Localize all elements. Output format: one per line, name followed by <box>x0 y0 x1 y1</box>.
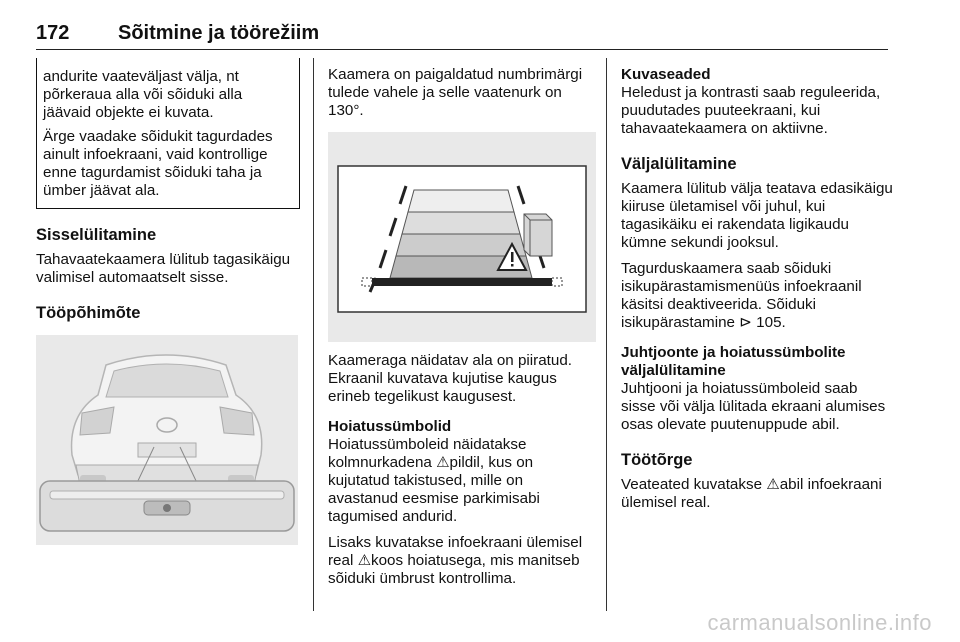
watermark: carmanualsonline.info <box>707 610 932 635</box>
heading-fault: Töötõrge <box>621 451 693 469</box>
paragraph-activation: Tahavaatekaamera lülitub tagasikäigu valimisel automaatselt sisse. <box>36 251 291 286</box>
header-divider <box>36 49 888 50</box>
column-left <box>36 58 300 555</box>
warning-text-2: Ärge vaadake sõidukit tagurdades ainult infoekraani, vaid kontrollige enne tagurdamist sõiduki taha ja ümber jäävat ala. <box>43 128 273 199</box>
warning-triangle-icon: ⚠ <box>766 476 780 493</box>
column-middle <box>328 66 596 596</box>
heading-activation: Sisselülitamine <box>36 226 157 244</box>
column-right <box>621 66 893 520</box>
paragraph-deactivation-1: Kaamera lülitub välja teatava edasikäigu kiiruse ületamisel või juhul, kui tagasikäiku ei rakendata ligikaudu kümne sekundi jooksul. <box>621 180 893 251</box>
camera-display-illustration <box>328 132 596 342</box>
paragraph-camera-mount: Kaamera on paigaldatud numbrimärgi tulede vahele ja selle vaatenurk on 130°. <box>328 66 583 119</box>
warning-text-1: andurite vaateväljast välja, nt põrkeraua alla või sõiduki alla jäävaid objekte ei kuvata. <box>43 68 243 121</box>
text-deact2-a: Tagurduskaamera saab sõiduki isikupärastamismenüüs infoekraanil käsitsi deaktiveerida. Sõiduki isikupärastamine <box>621 260 862 331</box>
text-fault-a: Veateated kuvatakse <box>621 476 763 493</box>
warning-box <box>36 58 300 209</box>
heading-warning-symbols: Hoiatussümbolid <box>328 418 452 435</box>
car-rear-illustration <box>36 335 298 545</box>
paragraph-display-settings: Heledust ja kontrasti saab reguleerida, puudutades puuteekraani, kui tahavaatekaamera on aktiivne. <box>621 84 881 137</box>
paragraph-fault <box>621 476 893 512</box>
paragraph-extra-warning <box>328 534 596 588</box>
heading-display-settings: Kuvaseaded <box>621 66 711 83</box>
warning-triangle-icon: ⚠ <box>357 552 372 569</box>
column-divider-1 <box>313 58 314 611</box>
page-number: 172 <box>36 22 70 44</box>
chapter-title: Sõitmine ja töörežiim <box>118 22 320 44</box>
paragraph-limited-area: Kaameraga näidatav ala on piiratud. Ekraanil kuvatava kujutise kaugus erineb tegelikust kaugusest. <box>328 352 573 405</box>
heading-guides-deactivation: Juhtjoonte ja hoiatussümbolite väljalülitamine <box>621 344 846 379</box>
text-extra-b: koos hoiatusega, mis manitseb sõiduki ümbrust kontrollima. <box>328 552 580 587</box>
warning-triangle-icon: ⚠ <box>436 454 450 471</box>
text-symbols-b: pildil, kus on kujutatud takistused, mille on avastanud eesmise parkimisabi tagumised andurid. <box>328 454 540 525</box>
text-extra-a: Lisaks kuvatakse infoekraani ülemisel real <box>328 534 583 569</box>
paragraph-deactivation-2 <box>621 260 893 332</box>
page-reference-link[interactable]: 105. <box>756 314 786 331</box>
paragraph-warning-symbols <box>328 436 596 526</box>
text-fault-b: abil infoekraani ülemisel real. <box>621 476 882 511</box>
page-reference-arrow-icon: ⊳ <box>739 314 752 331</box>
text-symbols-a: Hoiatussümboleid näidatakse kolmnurkadena <box>328 436 527 471</box>
heading-deactivation: Väljalülitamine <box>621 155 737 173</box>
heading-principle: Tööpõhimõte <box>36 304 141 322</box>
header-bar <box>36 22 888 52</box>
paragraph-guides: Juhtjooni ja hoiatussümboleid saab sisse või välja lülitada ekraani alumises osas olevate puutenuppude abil. <box>621 380 886 433</box>
column-divider-2 <box>606 58 607 611</box>
